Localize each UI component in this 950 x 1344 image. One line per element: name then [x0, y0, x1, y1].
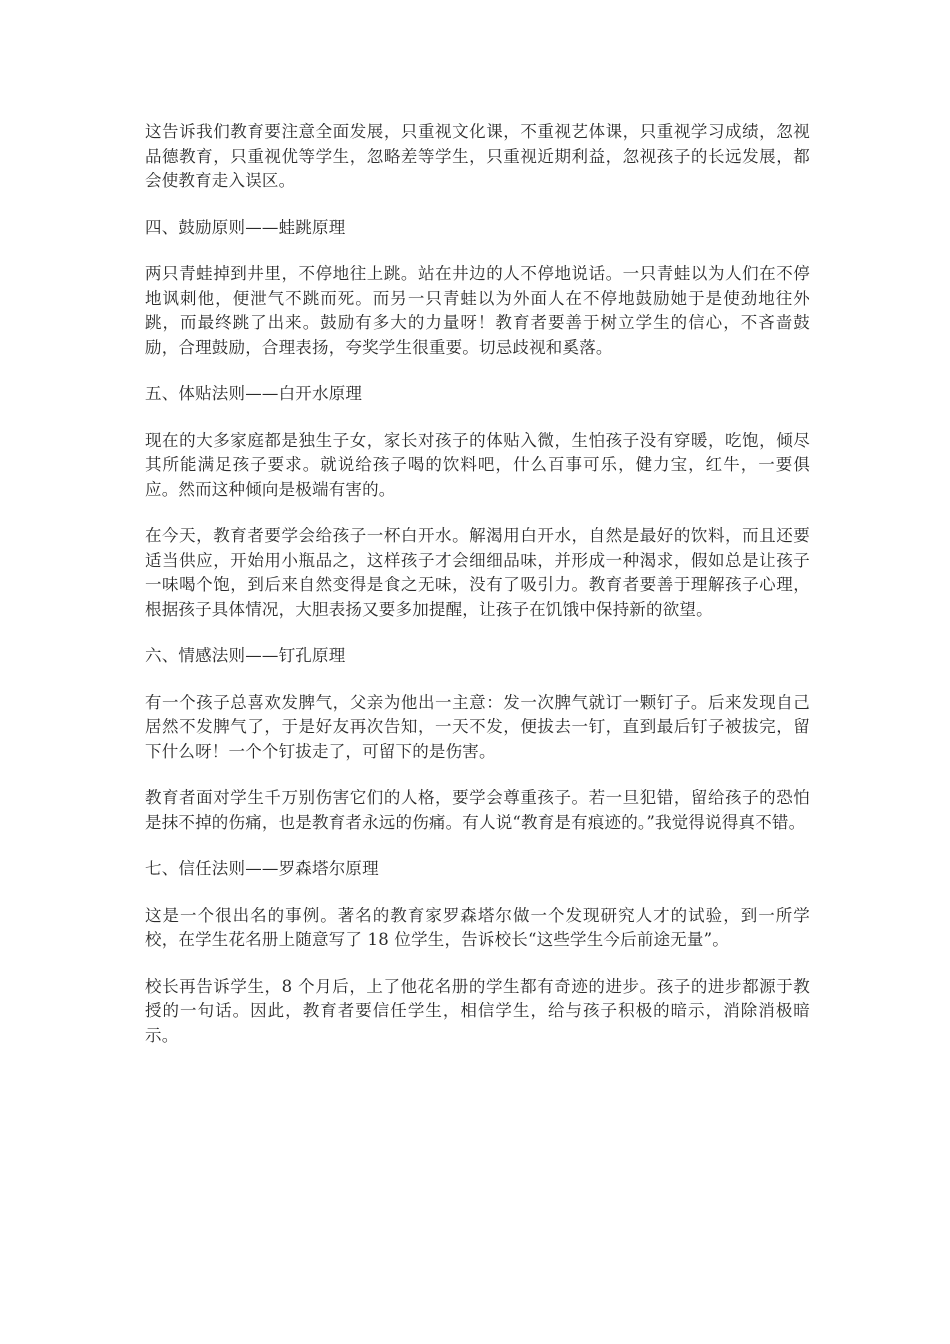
paragraph-intro: 这告诉我们教育要注意全面发展，只重视文化课，不重视艺体课，只重视学习成绩，忽视品德教育，只重视优等学生，忽略差等学生，只重视近期利益，忽视孩子的长远发展，都会使教育走入误区。: [145, 122, 810, 190]
paragraph-plain-water: 在今天，教育者要学会给孩子一杯白开水。解渴用白开水，自然是最好的饮料，而且还要适当供应，开始用小瓶品之，这样孩子才会细细品味，并形成一种渴求，假如总是让孩子一味喝个饱，到后来自然变得是食之无味，没有了吸引力。教育者要善于理解孩子心理，根据孩子具体情况，大胆表扬又要多加提醒，让孩子在饥饿中保持新的欲望。: [145, 526, 810, 619]
paragraph-rosenthal-result: 校长再告诉学生，8 个月后，上了他花名册的学生都有奇迹的进步。孩子的进步都源于教授的一句话。因此，教育者要信任学生，相信学生，给与孩子积极的暗示，消除消极暗示。: [145, 976, 810, 1045]
paragraph-respect: 教育者面对学生千万别伤害它们的人格，要学会尊重孩子。若一旦犯错，留给孩子的恐怕是抹不掉的伤痛，也是教育者永远的伤痛。有人说“教育是有痕迹的。”我觉得说得真不错。: [145, 788, 810, 832]
paragraph-only-child: 现在的大多家庭都是独生子女，家长对孩子的体贴入微，生怕孩子没有穿暖，吃饱，倾尽其所能满足孩子要求。就说给孩子喝的饮料吧，什么百事可乐，健力宝，红牛，一要俱应。然而这种倾向是极端有害的。: [145, 430, 810, 499]
paragraph-nail-story: 有一个孩子总喜欢发脾气，父亲为他出一主意：发一次脾气就订一颗钉子。后来发现自己居然不发脾气了，于是好友再次告知，一天不发，便拔去一钉，直到最后钉子被拔完，留下什么呀！一个个钉拔走了，可留下的是伤害。: [145, 692, 810, 761]
paragraph-frog-story: 两只青蛙掉到井里，不停地往上跳。站在井边的人不停地说话。一只青蛙以为人们在不停地讽刺他，便泄气不跳而死。而另一只青蛙以为外面人在不停地鼓励她于是使劲地往外跳，而最终跳了出来。鼓励有多大的力量呀！教育者要善于树立学生的信心，不吝啬鼓励，合理鼓励，合理表扬，夸奖学生很重要。切忌歧视和奚落。: [145, 264, 810, 357]
section-heading-care: 五、体贴法则——白开水原理: [145, 384, 363, 403]
section-heading-emotion: 六、情感法则——钉孔原理: [145, 646, 346, 665]
paragraph-rosenthal-experiment: 这是一个很出名的事例。著名的教育家罗森塔尔做一个发现研究人才的试验，到一所学校，在学生花名册上随意写了 18 位学生，告诉校长“这些学生今后前途无量”。: [145, 905, 810, 949]
section-heading-encouragement: 四、鼓励原则——蛙跳原理: [145, 217, 346, 237]
document-page: [145, 120, 810, 1070]
section-heading-trust: 七、信任法则——罗森塔尔原理: [145, 859, 379, 878]
